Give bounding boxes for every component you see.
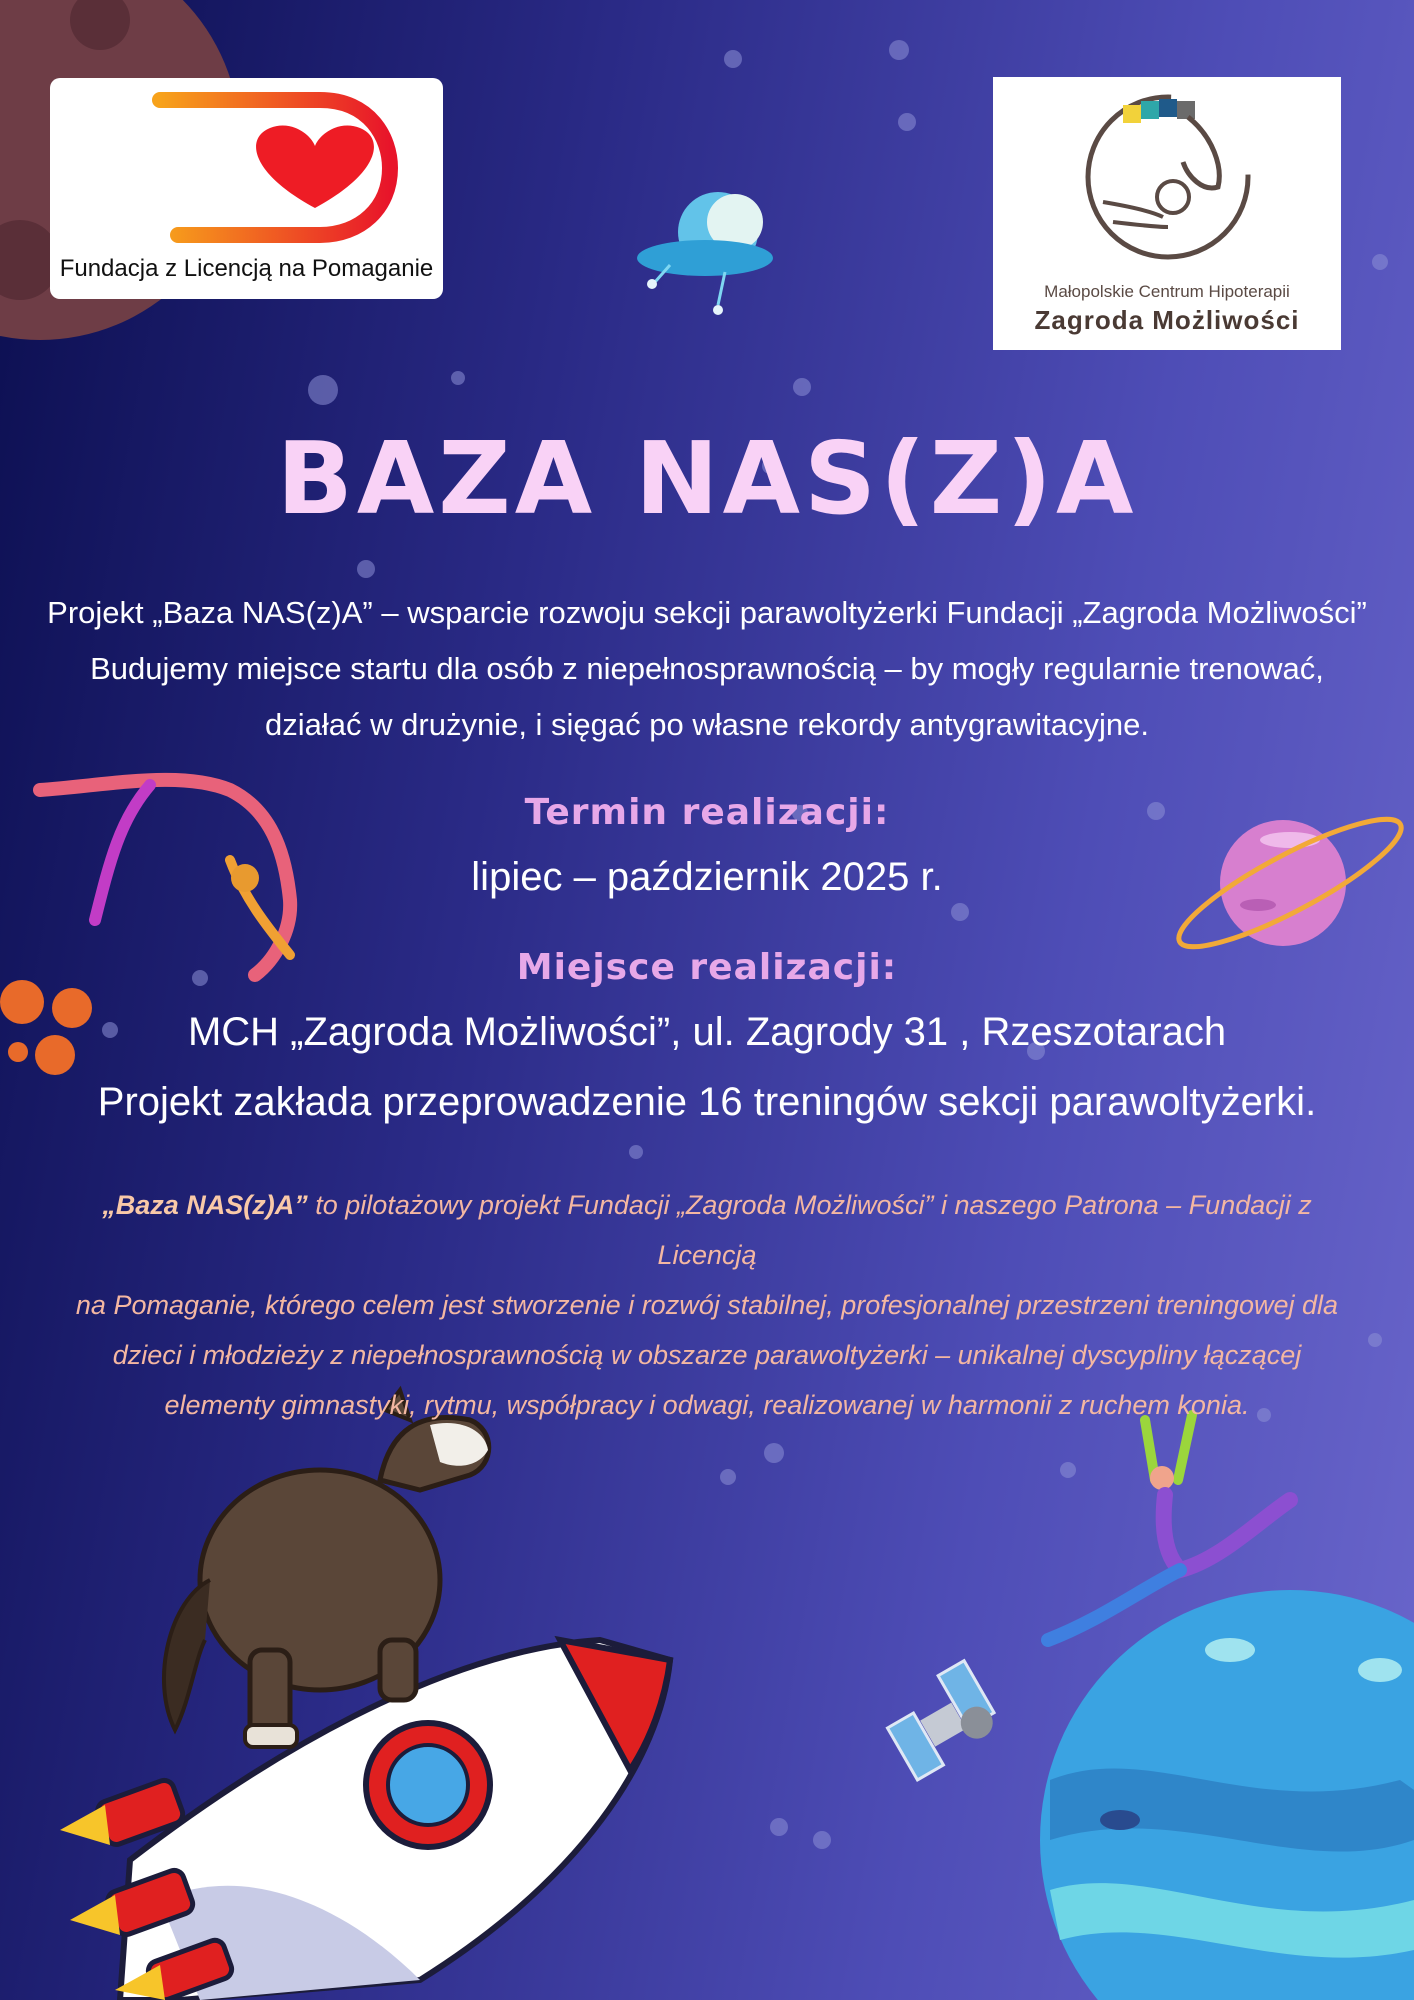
ufo-icon (637, 192, 773, 315)
place-value: MCH „Zagroda Możliwości”, ul. Zagrody 31 , Rzeszotarach (187, 1010, 1227, 1054)
blue-planet-icon (1040, 1590, 1414, 2000)
description-line-3: dzieci i młodzieży z niepełnosprawnością w obszarze parawoltyżerki – unikalnej dyscypliny łączącej (112, 1340, 1302, 1370)
description-line-2: na Pomaganie, którego celem jest stworzenie i rozwój stabilnej, profesjonalnej przestrzeni treningowej dla (75, 1290, 1339, 1320)
horse-rider-icon (993, 77, 1341, 277)
description-line-1: „Baza NAS(z)A” to pilotażowy projekt Fundacji „Zagroda Możliwości” i naszego Patrona – Fundacji z Licencją (102, 1190, 1312, 1270)
page-title: BAZA NAS(Z)A (276, 420, 1138, 537)
term-value: lipiec – październik 2025 r. (471, 855, 943, 899)
logo-fundacja (50, 78, 443, 299)
intro-line-2: Budujemy miejsce startu dla osób z niepełnosprawnością – by mogły regularnie trenować, (90, 651, 1324, 686)
logo-fundacja-text: Fundacja z Licencją na Pomaganie (59, 255, 434, 282)
trainings-note: Projekt zakłada przeprowadzenie 16 treningów sekcji parawoltyżerki. (97, 1080, 1317, 1124)
description-project-name: „Baza NAS(z)A” (102, 1190, 308, 1220)
heart-speed-icon (50, 78, 443, 258)
project-description (60, 1180, 1354, 1430)
intro-line-1: Projekt „Baza NAS(z)A” – wsparcie rozwoju sekcji parawoltyżerki Fundacji „Zagroda Możliwości” (47, 595, 1367, 630)
term-heading: Termin realizacji: (524, 792, 890, 833)
satellite-icon (877, 1661, 1004, 1780)
intro-line-3: działać w drużynie, i sięgać po własne rekordy antygrawitacyjne. (265, 707, 1149, 742)
logo-zagroda-name: Zagroda Możliwości (1034, 305, 1300, 335)
logo-zagroda-subtitle: Małopolskie Centrum Hipoterapii (1044, 282, 1290, 301)
logo-zagroda (993, 77, 1341, 350)
description-line-4: elementy gimnastyki, rytmu, współpracy i odwagi, realizowanej w harmonii z ruchem konia. (164, 1390, 1250, 1420)
place-heading: Miejsce realizacji: (516, 947, 898, 988)
horse-on-rocket-icon (60, 1390, 670, 2000)
